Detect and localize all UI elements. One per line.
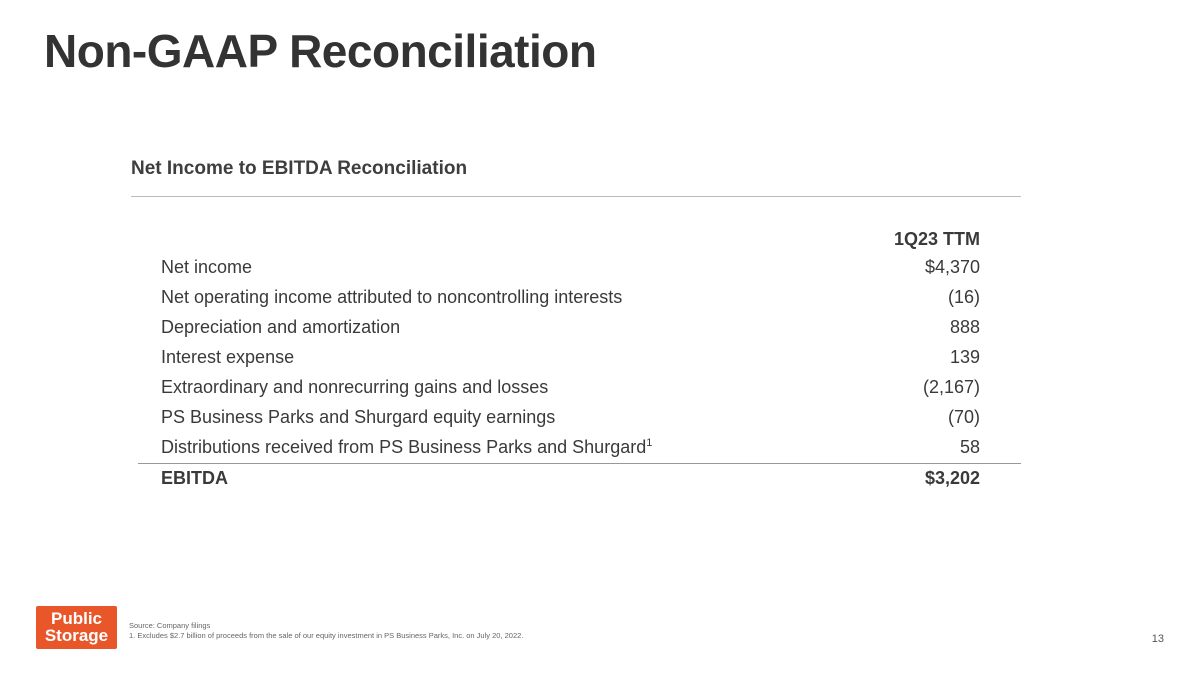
row-value: 139 — [949, 347, 980, 367]
logo-line1: Public — [50, 609, 102, 628]
total-row — [161, 468, 980, 498]
row-label: Net income — [161, 257, 253, 277]
table-row — [161, 377, 980, 407]
source-note: Source: Company filings — [129, 621, 211, 630]
table-row — [161, 257, 980, 287]
page-title: Non-GAAP Reconciliation — [44, 25, 597, 77]
footnote-1: 1. Excludes $2.7 billion of proceeds from the sale of our equity investment in PS Business Parks, Inc. on July 20, 2022. — [129, 631, 524, 640]
table-row — [161, 287, 980, 317]
row-value: (70) — [947, 407, 980, 427]
row-label: Interest expense — [161, 347, 295, 367]
row-value: (16) — [947, 287, 980, 307]
page-number: 13 — [1151, 633, 1164, 645]
total-label: EBITDA — [161, 468, 228, 488]
footnote-marker: 1 — [646, 437, 653, 449]
logo-line2: Storage — [44, 626, 109, 645]
row-label: Depreciation and amortization — [161, 317, 401, 337]
column-header: 1Q23 TTM — [893, 229, 980, 249]
total-divider — [138, 463, 1021, 464]
table-row — [161, 347, 980, 377]
row-label: Net operating income attributed to noncontrolling interests — [161, 287, 623, 307]
row-label: PS Business Parks and Shurgard equity earnings — [161, 407, 556, 427]
row-value: $4,370 — [924, 257, 980, 277]
row-label: Extraordinary and nonrecurring gains and losses — [161, 377, 549, 397]
row-label-text: Distributions received from PS Business Parks and Shurgard — [161, 437, 647, 457]
footnotes — [129, 621, 523, 641]
table-title: Net Income to EBITDA Reconciliation — [131, 158, 468, 179]
total-value: $3,202 — [924, 468, 980, 488]
row-value: (2,167) — [922, 377, 980, 397]
table-row — [161, 407, 980, 437]
row-value: 58 — [959, 437, 980, 457]
row-value: 888 — [949, 317, 980, 337]
table-row — [161, 317, 980, 347]
public-storage-logo — [36, 606, 117, 649]
divider — [131, 196, 1021, 197]
